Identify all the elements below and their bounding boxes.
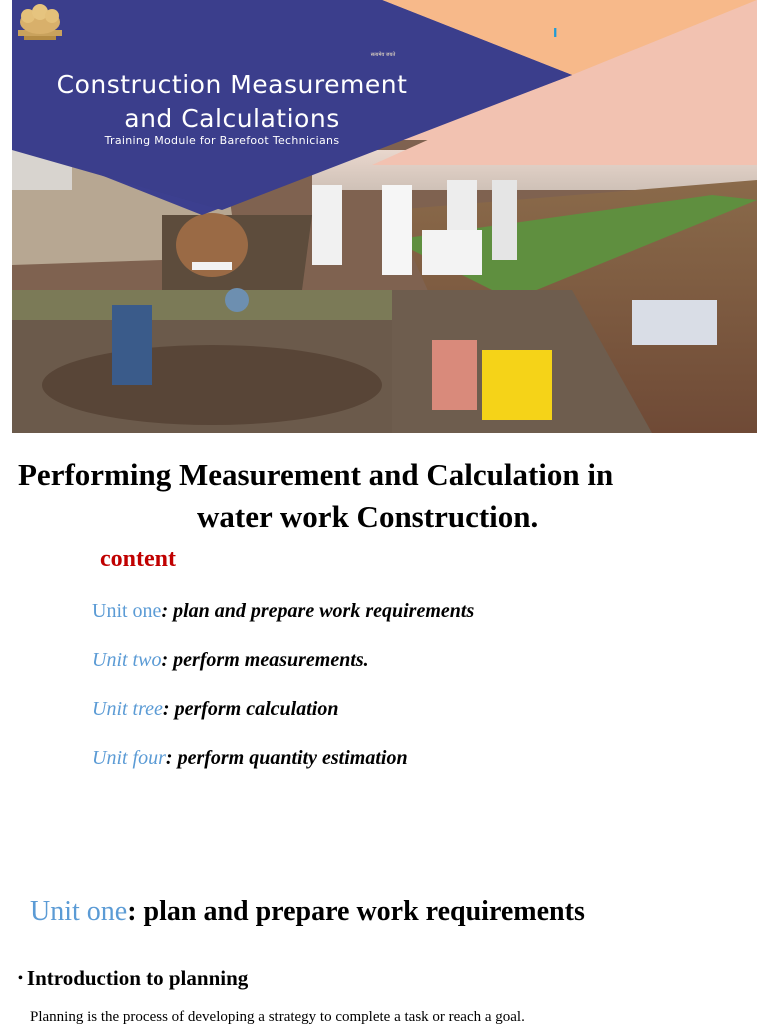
cover-title-line-1: Construction Measurement xyxy=(56,70,408,99)
toc-unit-label: Unit two xyxy=(92,649,162,671)
toc-unit-label: Unit tree xyxy=(92,698,163,720)
section-heading xyxy=(30,896,585,928)
section-heading-text: : plan and prepare work requirements xyxy=(127,896,585,927)
national-emblem-icon xyxy=(12,0,68,50)
cover-title xyxy=(12,68,452,136)
cover-title-line-2: and Calculations xyxy=(124,104,340,133)
toc-unit-label: Unit one xyxy=(92,600,162,622)
content-heading: content xyxy=(100,546,176,572)
document-title-line-1: Performing Measurement and Calculation in xyxy=(18,457,614,492)
cover-subtitle: Training Module for Barefoot Technicians xyxy=(104,134,340,147)
subheading-text: Introduction to planning xyxy=(26,966,249,990)
corner-mark: I xyxy=(553,26,558,40)
toc-item-unit-four xyxy=(92,747,474,796)
section-unit-label: Unit one xyxy=(30,896,128,927)
emblem-caption: सत्यमेव जयते xyxy=(370,52,396,58)
toc-unit-text: : plan and prepare work requirements xyxy=(161,600,475,622)
toc-item-unit-one xyxy=(92,600,474,649)
document-title-line-2: water work Construction. xyxy=(197,499,539,534)
toc-item-unit-three xyxy=(92,698,474,747)
toc-unit-text: : perform calculation xyxy=(162,698,339,720)
toc-unit-label: Unit four xyxy=(92,747,166,769)
cover-artwork xyxy=(12,0,757,433)
cover-banner xyxy=(12,0,757,433)
toc-unit-text: : perform quantity estimation xyxy=(165,747,408,769)
subheading xyxy=(18,966,248,991)
paragraph: Planning is the process of developing a strategy to complete a task or reach a goal. xyxy=(30,1009,525,1025)
bullet-icon: • xyxy=(18,971,23,986)
toc-unit-text: : perform measurements. xyxy=(161,649,369,671)
table-of-contents xyxy=(92,600,474,796)
toc-item-unit-two xyxy=(92,649,474,698)
